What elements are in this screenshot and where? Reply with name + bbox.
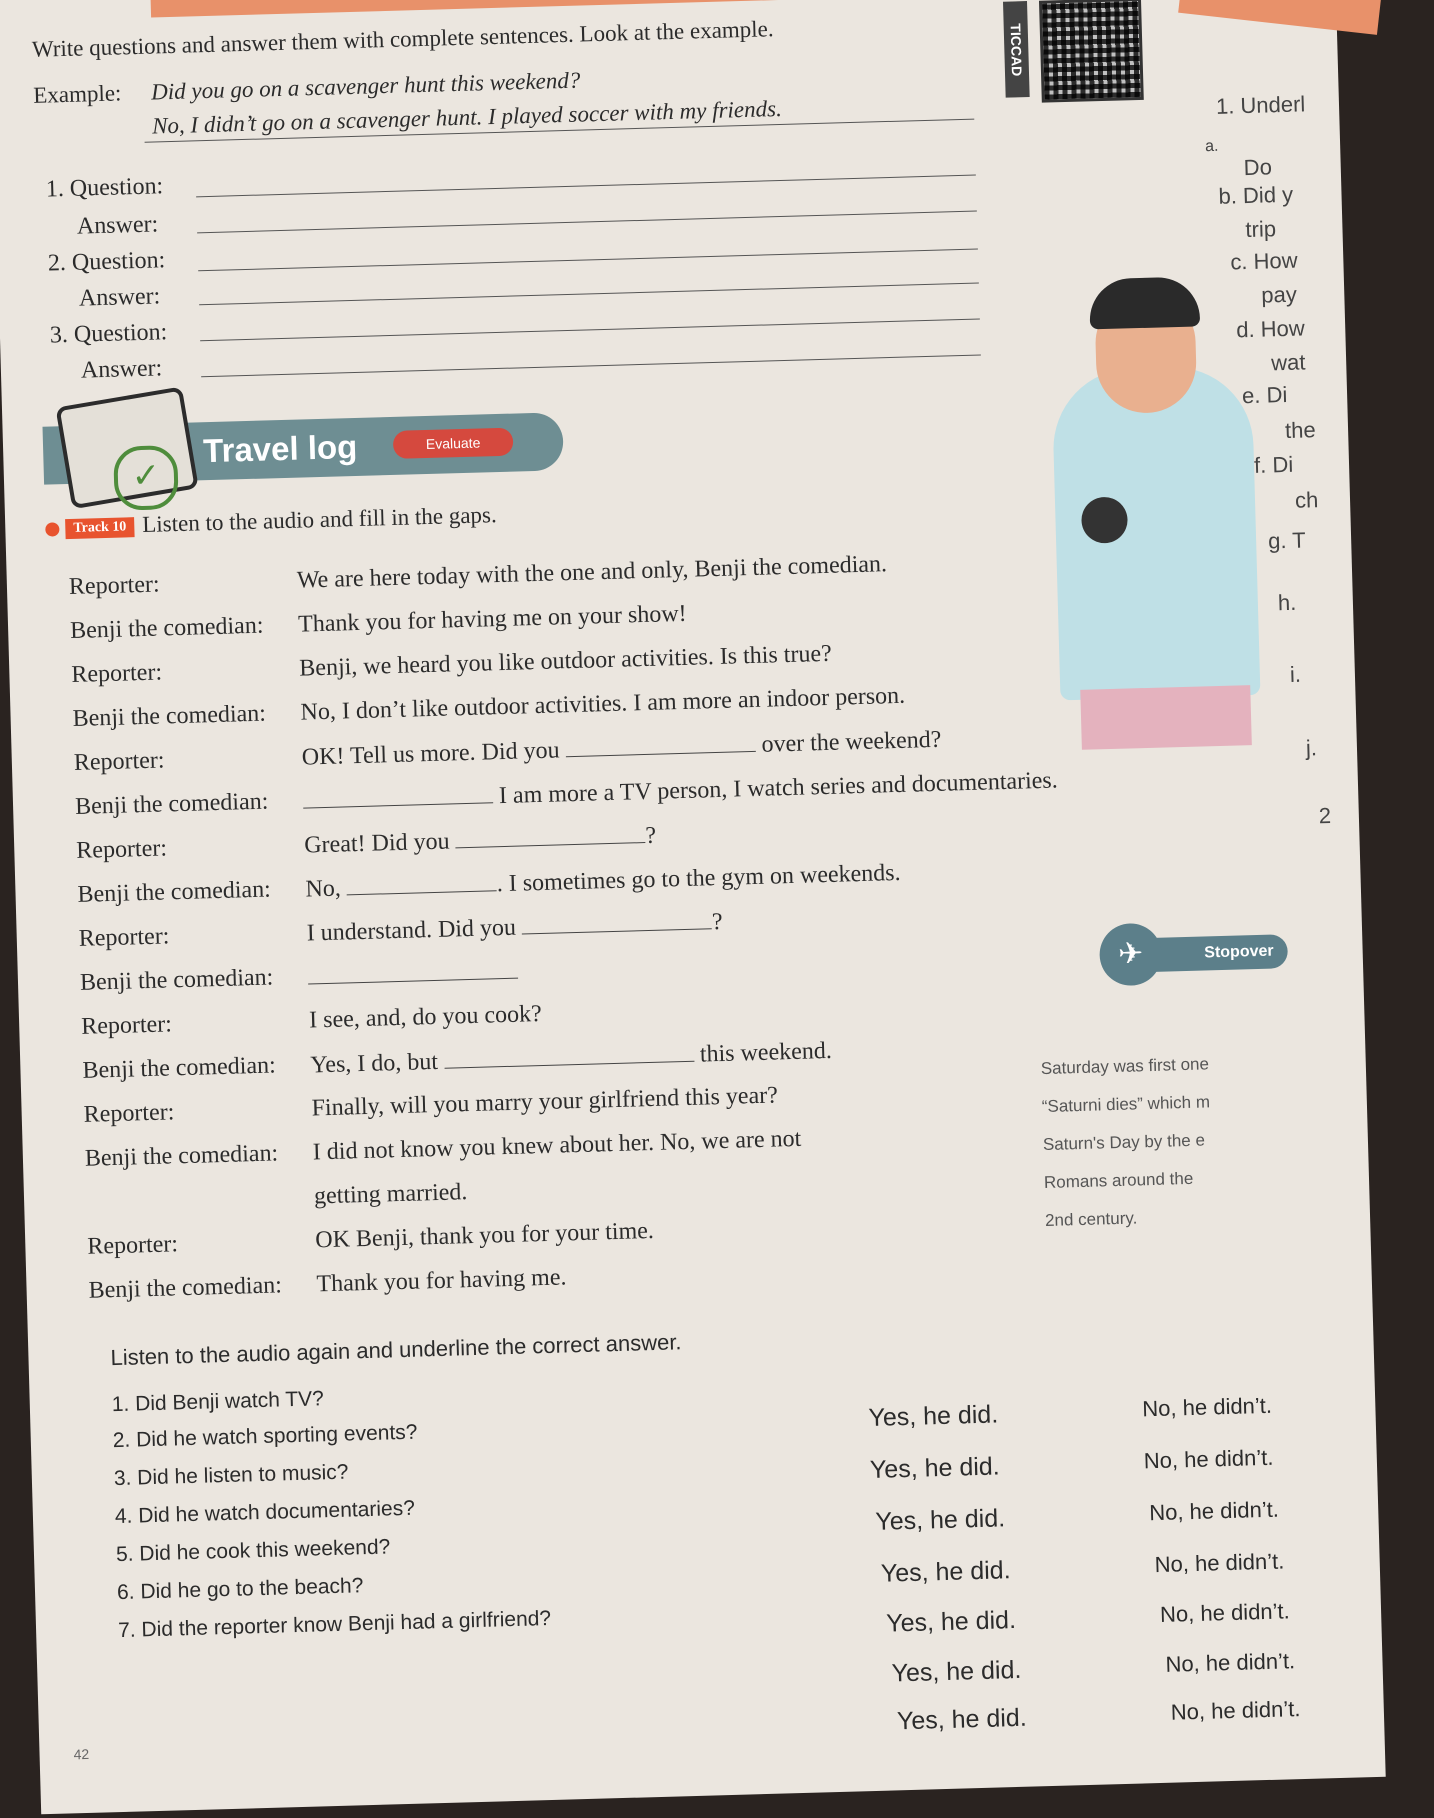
q1-label: 1. Question:: [45, 173, 164, 203]
side-item: a.: [1204, 137, 1219, 156]
side-title: 1. Underl: [1215, 91, 1306, 119]
speaker: Reporter:: [68, 571, 160, 601]
question: 3. Did he listen to music?: [113, 1460, 349, 1491]
dialogue-line: No, I don’t like outdoor activities. I am more an indoor person.: [300, 682, 906, 726]
a3-line[interactable]: [201, 354, 981, 377]
answer-yes[interactable]: Yes, he did.: [896, 1703, 1028, 1736]
answer-yes[interactable]: Yes, he did.: [880, 1556, 1011, 1588]
dialogue-line: getting married.: [313, 1179, 468, 1210]
question: 7. Did the reporter know Benji had a girlfriend?: [117, 1606, 552, 1643]
speaker: Benji the comedian:: [79, 964, 274, 996]
gap-blank[interactable]: [346, 870, 497, 895]
stopover-line: Saturn's Day by the e: [1042, 1130, 1206, 1155]
answer-no[interactable]: No, he didn’t.: [1170, 1696, 1301, 1725]
dialogue-line: [310, 1037, 832, 1080]
question: 1. Did Benji watch TV?: [111, 1387, 325, 1417]
dialogue-line: [305, 859, 901, 904]
answer-yes[interactable]: Yes, he did.: [891, 1655, 1022, 1688]
text-before: Great! Did you: [303, 828, 450, 859]
text-before: Yes, I do, but: [310, 1048, 439, 1079]
answer-yes[interactable]: Yes, he did.: [885, 1605, 1017, 1638]
exercise1-instruction: Write questions and answer them with complete sentences. Look at the example.: [31, 16, 774, 62]
side-item: d. How: [1235, 315, 1306, 343]
track-instruction: Listen to the audio and fill in the gaps.: [141, 502, 498, 537]
page-number: 42: [73, 1745, 90, 1763]
text-after: I am more a TV person, I watch series and documentaries.: [498, 767, 1059, 810]
play-icon[interactable]: [45, 522, 59, 536]
dialogue-line: Thank you for having me.: [316, 1264, 567, 1298]
speaker: Benji the comedian:: [77, 876, 272, 908]
answer-no[interactable]: No, he didn’t.: [1165, 1648, 1296, 1677]
a2-line[interactable]: [199, 283, 979, 306]
gap-blank[interactable]: [522, 908, 713, 934]
stopover-line: “Saturni dies” which m: [1041, 1092, 1211, 1117]
comedian-illustration: [1051, 365, 1260, 700]
gap-blank[interactable]: [455, 822, 646, 848]
speaker: Benji the comedian:: [72, 700, 267, 732]
a1-label: Answer:: [76, 211, 159, 240]
travel-log-title: Travel log: [202, 427, 358, 470]
side-item: trip: [1245, 216, 1277, 243]
dialogue-line: [303, 767, 1058, 816]
answer-no[interactable]: No, he didn’t.: [1148, 1496, 1280, 1526]
gap-blank[interactable]: [444, 1041, 694, 1069]
dialogue-line: [308, 958, 519, 992]
text-before: I understand. Did you: [306, 914, 517, 947]
speaker: Benji the comedian:: [82, 1052, 277, 1084]
a2-label: Answer:: [78, 283, 161, 312]
stopover-badge: Stopover: [1137, 934, 1288, 972]
speaker: Benji the comedian:: [69, 612, 264, 645]
text-before: No,: [305, 875, 342, 903]
answer-no[interactable]: No, he didn’t.: [1143, 1444, 1274, 1474]
q2-label: 2. Question:: [47, 247, 166, 277]
gap-blank[interactable]: [308, 958, 519, 985]
side-item: Do: [1243, 154, 1273, 181]
answer-no[interactable]: No, he didn’t.: [1141, 1392, 1273, 1422]
text-after: . I sometimes go to the gym on weekends.: [496, 859, 901, 898]
answer-yes[interactable]: Yes, he did.: [875, 1504, 1006, 1536]
comedian-hair: [1089, 276, 1200, 329]
stopover-line: Romans around the: [1043, 1168, 1194, 1193]
answer-no[interactable]: No, he didn’t.: [1154, 1548, 1285, 1578]
text-after: ?: [711, 908, 723, 936]
side-item: i.: [1289, 661, 1302, 687]
speaker: Benji the comedian:: [74, 788, 269, 820]
answer-yes[interactable]: Yes, he did.: [868, 1400, 999, 1433]
comedian-pants: [1080, 685, 1252, 750]
speaker: Reporter:: [83, 1099, 175, 1128]
top-color-bar: [150, 0, 890, 18]
evaluate-badge: Evaluate: [393, 428, 514, 459]
dialogue-line: [306, 908, 723, 948]
speaker: Reporter:: [87, 1231, 179, 1260]
dialogue-line: Finally, will you marry your girlfriend this year?: [311, 1082, 779, 1122]
stopover-line: Saturday was first one: [1040, 1054, 1210, 1079]
gap-blank[interactable]: [565, 731, 756, 757]
text-after: this weekend.: [699, 1037, 833, 1068]
side-item: b. Did y: [1218, 181, 1294, 209]
track-label[interactable]: Track 10: [65, 517, 135, 539]
speaker: Reporter:: [71, 659, 163, 688]
speaker: Benji the comedian:: [88, 1272, 283, 1304]
speaker: Benji the comedian:: [84, 1140, 279, 1172]
side-item: wat: [1270, 349, 1306, 376]
example-question: Did you go on a scavenger hunt this weekend?: [150, 67, 581, 105]
side-item: h.: [1277, 589, 1297, 616]
dialogue-line: [304, 822, 657, 860]
q3-line[interactable]: [200, 318, 980, 341]
side-item: j.: [1305, 735, 1318, 761]
example-answer: No, I didn’t go on a scavenger hunt. I played soccer with my friends.: [151, 95, 783, 139]
dialogue-line: We are here today with the one and only, Benji the comedian.: [296, 551, 888, 594]
speaker: Reporter:: [75, 835, 168, 864]
airplane-icon: ✈: [1099, 923, 1163, 987]
text-after: over the weekend?: [761, 726, 942, 758]
example-label: Example:: [32, 80, 122, 108]
a3-label: Answer:: [80, 355, 163, 384]
dialogue-line: [301, 726, 941, 772]
check-icon: ✓: [113, 445, 179, 511]
right-color-bar: [1178, 0, 1383, 35]
side-item: e. Di: [1241, 381, 1288, 409]
dialogue-line: Benji, we heard you like outdoor activities. Is this true?: [298, 640, 833, 682]
question: 2. Did he watch sporting events?: [112, 1420, 418, 1453]
text-before: OK! Tell us more. Did you: [301, 737, 560, 771]
speaker: Reporter:: [73, 747, 165, 776]
gap-blank[interactable]: [303, 782, 494, 808]
answer-yes[interactable]: Yes, he did.: [869, 1452, 1001, 1485]
dialogue-line: Thank you for having me on your show!: [297, 600, 687, 638]
q2-line[interactable]: [198, 249, 978, 272]
answer-no[interactable]: No, he didn’t.: [1159, 1598, 1291, 1627]
side-item: ch: [1294, 487, 1319, 513]
text-after: ?: [645, 822, 657, 850]
stopover-line: 2nd century.: [1044, 1208, 1138, 1231]
question: 4. Did he watch documentaries?: [114, 1496, 416, 1529]
side-item: f. Di: [1253, 451, 1294, 478]
dialogue-line: I see, and, do you cook?: [308, 1001, 543, 1034]
a1-line[interactable]: [197, 211, 977, 234]
side-item: g. T: [1267, 527, 1307, 554]
qr-code-icon[interactable]: [1039, 0, 1144, 103]
q3-label: 3. Question:: [49, 319, 168, 349]
speaker: Reporter:: [78, 923, 170, 952]
speaker: Reporter:: [80, 1011, 173, 1040]
dialogue-line: OK Benji, thank you for your time.: [314, 1217, 655, 1254]
side-item: pay: [1260, 281, 1298, 308]
q1-line[interactable]: [196, 175, 976, 198]
exercise2-instruction: Listen to the audio again and underline the correct answer.: [110, 1329, 682, 1371]
qr-label: TICCAD: [1003, 1, 1030, 98]
side-item: the: [1284, 417, 1317, 444]
track-instruction-row: [45, 502, 497, 541]
question: 6. Did he go to the beach?: [116, 1574, 364, 1605]
side-item: c. How: [1230, 247, 1298, 275]
question: 5. Did he cook this weekend?: [115, 1535, 391, 1567]
dialogue-line: I did not know you knew about her. No, we are not: [312, 1125, 802, 1166]
side-item: 2: [1318, 802, 1332, 829]
